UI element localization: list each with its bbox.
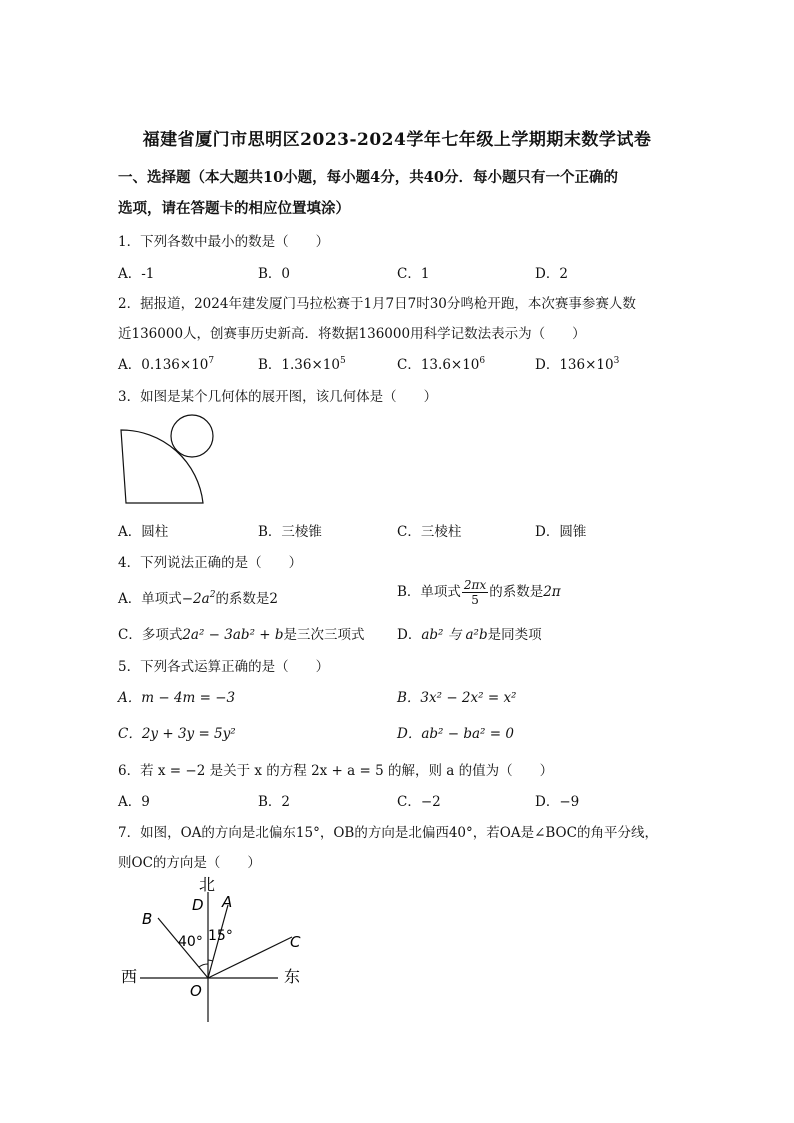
label-o: O bbox=[190, 982, 202, 1000]
question-2-stem-line2: 近136000人，创赛事历史新高．将数据136000用科学记数法表示为（ ） bbox=[118, 326, 586, 342]
q1-option-b: B．0 bbox=[258, 266, 291, 282]
question-3-stem: 3．如图是某个几何体的展开图，该几何体是（ ） bbox=[118, 389, 438, 405]
q6-option-c: C．−2 bbox=[397, 794, 441, 810]
q5-option-b: B．3x² − 2x² = x² bbox=[397, 690, 517, 706]
label-d: D bbox=[192, 896, 204, 914]
q2-option-d: D．$136\times 10^3$ bbox=[535, 356, 620, 373]
q6-option-a: A．9 bbox=[118, 794, 150, 810]
page-title: 福建省厦门市思明区2023-2024学年七年级上学期期末数学试卷 bbox=[142, 130, 652, 150]
q5-option-a: A．m − 4m = −3 bbox=[118, 690, 236, 706]
label-east: 东 bbox=[284, 967, 301, 986]
section-heading-line1: 一、选择题（本大题共10小题，每小题4分，共40分．每小题只有一个正确的 bbox=[118, 169, 618, 186]
label-c: C bbox=[290, 933, 301, 951]
question-1-stem: 1．下列各数中最小的数是（ ） bbox=[118, 234, 330, 250]
q4-option-b: B．单项式 $\frac{2\pi x}{5}$ 的系数是2π bbox=[397, 578, 561, 607]
compass-direction-figure bbox=[110, 872, 330, 1027]
q1-option-c: C．1 bbox=[397, 266, 430, 282]
base-circle-shape bbox=[171, 415, 213, 457]
question-6-stem: 6．若 x = −2 是关于 x 的方程 2x + a = 5 的解，则 a 的值为（ ） bbox=[118, 763, 554, 779]
q3-option-c: C．三棱柱 bbox=[397, 524, 462, 540]
q5-option-c: C．2y + 3y = 5y² bbox=[118, 726, 236, 742]
label-b: B bbox=[142, 910, 153, 928]
q5-option-d: D．ab² − ba² = 0 bbox=[397, 726, 514, 742]
angle-arc-15 bbox=[208, 960, 213, 961]
q2-option-c: C．$13.6\times 10^6$ bbox=[397, 356, 486, 373]
q3-option-a: A．圆柱 bbox=[118, 524, 169, 540]
label-angle-15: 15° bbox=[208, 928, 233, 944]
q6-option-d: D．−9 bbox=[535, 794, 580, 810]
angle-arc-40 bbox=[199, 964, 208, 967]
question-2-stem-line1: 2．据报道，2024年建发厦门马拉松赛于1月7日7时30分鸣枪开跑，本次赛事参赛人数 bbox=[118, 296, 636, 312]
q2-option-a: A．$0.136\times 10^7$ bbox=[118, 356, 215, 373]
q1-option-d: D．2 bbox=[535, 266, 568, 282]
label-west: 西 bbox=[121, 967, 138, 986]
question-7-stem-line1: 7．如图，OA的方向是北偏东15°，OB的方向是北偏西40°，若OA是∠BOC的角平分线， bbox=[118, 825, 658, 841]
label-north: 北 bbox=[199, 875, 216, 894]
cone-net-figure bbox=[115, 412, 225, 508]
q3-option-b: B．三棱锥 bbox=[258, 524, 322, 540]
label-a: A bbox=[222, 893, 233, 911]
q4-option-c: C．多项式2a² − 3ab² + b是三次三项式 bbox=[118, 627, 365, 643]
fraction: $\frac{2\pi x}{5}$ bbox=[463, 578, 487, 607]
q1-option-a: A．-1 bbox=[118, 266, 155, 282]
q3-option-d: D．圆锥 bbox=[535, 524, 587, 540]
label-angle-40: 40° bbox=[178, 934, 203, 950]
question-4-stem: 4．下列说法正确的是（ ） bbox=[118, 555, 303, 571]
q4-option-a: A．单项式$-2a^2$的系数是2 bbox=[118, 590, 279, 607]
q4-option-d: D．ab² 与 a²b是同类项 bbox=[397, 627, 542, 643]
q2-option-b: B．$1.36\times 10^5$ bbox=[258, 356, 346, 373]
q6-option-b: B．2 bbox=[258, 794, 291, 810]
question-7-stem-line2: 则OC的方向是（ ） bbox=[118, 855, 261, 871]
question-5-stem: 5．下列各式运算正确的是（ ） bbox=[118, 659, 330, 675]
section-heading-line2: 选项，请在答题卡的相应位置填涂） bbox=[118, 200, 350, 217]
